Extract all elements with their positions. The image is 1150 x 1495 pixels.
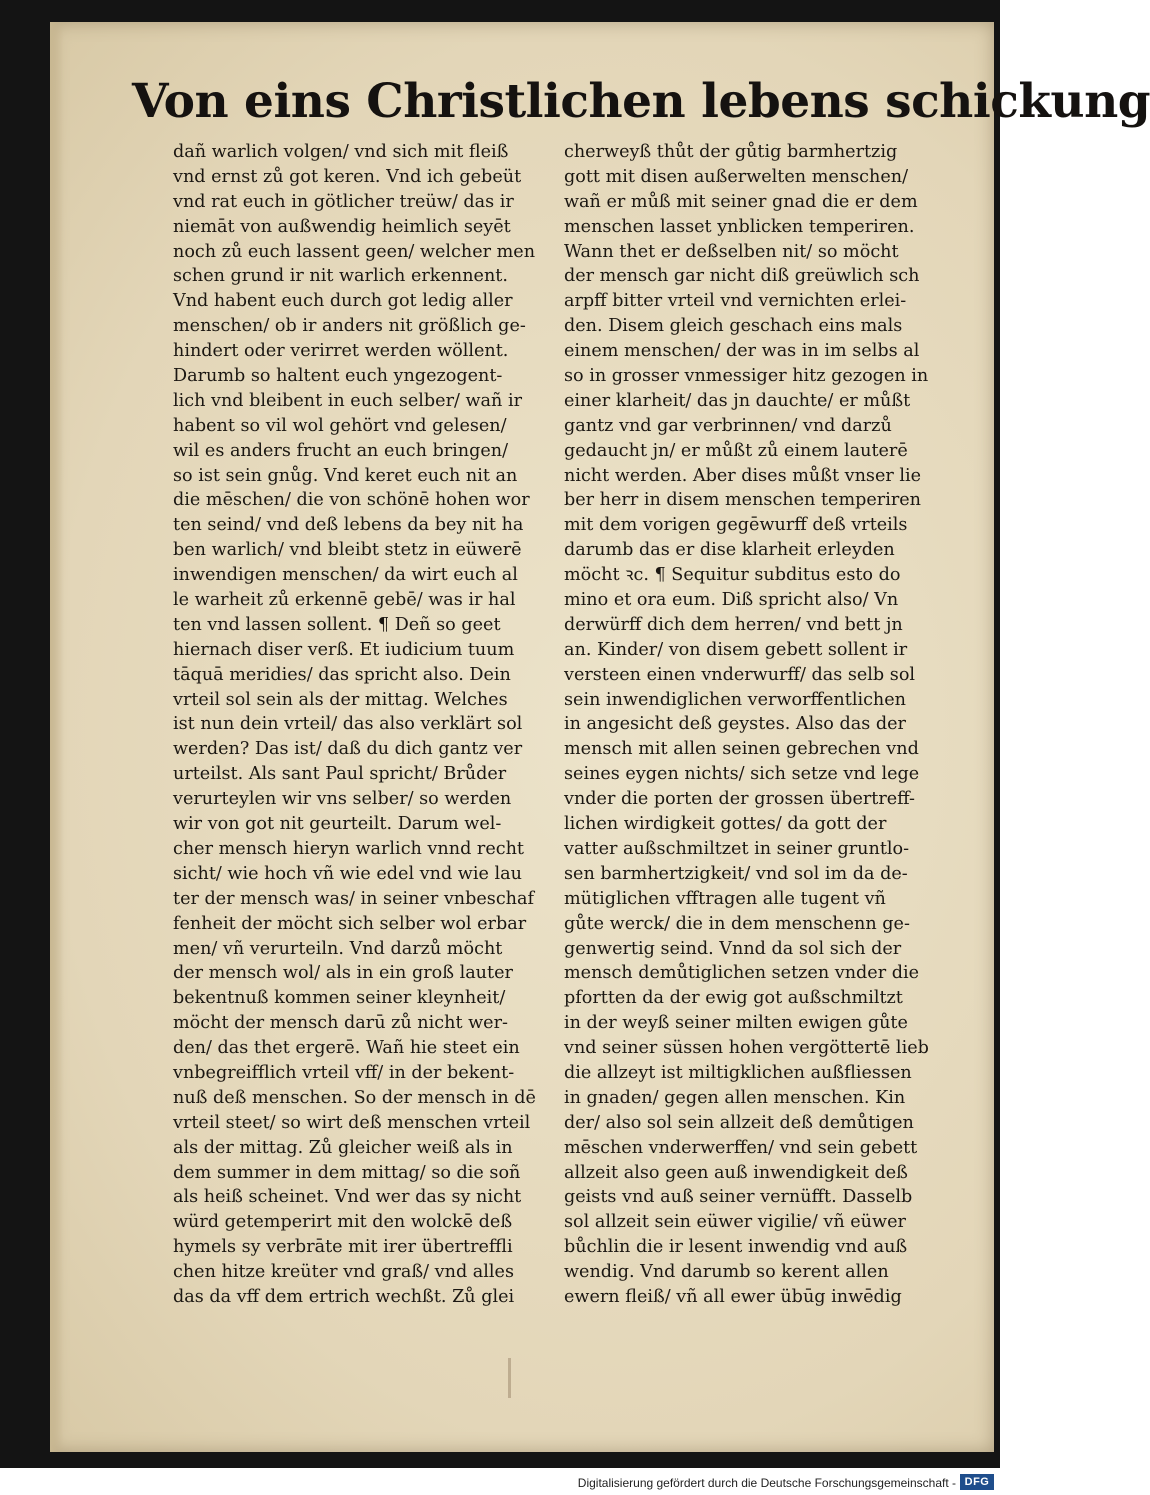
page-stain-mark xyxy=(508,1358,511,1398)
text-line: mit dem vorigen gegēwurff deß vrteils xyxy=(564,515,908,536)
text-line: ten seind/ vnd deß lebens da bey nit ha xyxy=(173,515,524,536)
text-line: mino et ora eum. Diß spricht also/ Vn xyxy=(564,590,899,611)
text-line: der mensch wol/ als in ein groß lauter xyxy=(173,963,513,984)
text-line: lichen wirdigkeit gottes/ da gott der xyxy=(564,814,887,835)
text-line: tāquā meridies/ das spricht also. Dein xyxy=(173,664,511,685)
text-line: derwürff dich dem herren/ vnd bett jn xyxy=(564,614,903,635)
text-line: hiernach diser verß. Et iudicium tuum xyxy=(173,639,515,660)
right-text-column xyxy=(564,140,936,1310)
text-line: vnd rat euch in götlicher treüw/ das ir xyxy=(173,191,514,212)
text-line: men/ vñ verurteiln. Vnd darzů möcht xyxy=(173,938,503,959)
text-line: dem summer in dem mittag/ so die soñ xyxy=(173,1162,521,1183)
text-line: als der mittag. Zů gleicher weiß als in xyxy=(173,1137,513,1158)
text-line: vnder die porten der grossen übertreff- xyxy=(564,789,915,810)
text-line: der mensch gar nicht diß greüwlich sch xyxy=(564,266,920,287)
text-line: mensch demůtiglichen setzen vnder die xyxy=(564,963,920,984)
left-text-column xyxy=(173,140,556,1310)
text-line: cherweyß thůt der gůtig barmhertzig xyxy=(564,142,898,162)
text-line: in der weyß seiner milten ewigen gůte xyxy=(564,1013,908,1034)
text-line: Vnd habent euch durch got ledig aller xyxy=(173,291,513,312)
text-line: mensch mit allen seinen gebrechen vnd xyxy=(564,739,919,760)
text-line: hymels sy verbrāte mit irer übertreffli xyxy=(173,1237,513,1258)
dfg-logo: DFG xyxy=(960,1474,994,1490)
funding-credit: Digitalisierung gefördert durch die Deutsche Forschungsgemeinschaft - xyxy=(577,1476,956,1490)
text-line: die allzeyt ist miltigklichen außfliessen xyxy=(564,1062,912,1083)
text-line: bůchlin die ir lesent inwendig vnd auß xyxy=(564,1237,908,1258)
text-line: in angesicht deß geystes. Also das der xyxy=(564,714,906,735)
text-line: ist nun dein vrteil/ das also verklärt sol xyxy=(173,714,523,735)
text-line: gott mit disen außerwelten menschen/ xyxy=(564,166,909,187)
text-line: einer klarheit/ das jn dauchte/ er můßt xyxy=(564,390,911,411)
text-line: chen hitze kreüter vnd graß/ vnd alles xyxy=(173,1262,514,1283)
text-line: wendig. Vnd darumb so kerent allen xyxy=(564,1262,889,1283)
text-line: menschen lasset ynblicken temperiren. xyxy=(564,216,915,237)
text-line: möcht ꝛc. ¶ Sequitur subditus esto do xyxy=(564,565,901,586)
text-line: fenheit der möcht sich selber wol erbar xyxy=(173,913,527,934)
text-line: versteen einen vnderwurff/ das selb sol xyxy=(564,664,916,685)
text-line: seines eygen nichts/ sich setze vnd lege xyxy=(564,764,920,785)
text-line: nicht werden. Aber dises můßt vnser lie xyxy=(564,465,922,486)
text-line: sen barmhertzigkeit/ vnd sol im da de- xyxy=(564,863,908,884)
text-line: arpff bitter vrteil vnd vernichten erlei- xyxy=(564,291,907,312)
text-line: le warheit zů erkennē gebē/ was ir hal xyxy=(173,590,516,611)
text-line: verurteylen wir vns selber/ so werden xyxy=(173,789,512,810)
text-line: schen grund ir nit warlich erkennent. xyxy=(173,266,508,287)
text-line: darumb das er dise klarheit erleyden xyxy=(564,540,895,561)
text-line: wir von got nit geurteilt. Darum wel- xyxy=(173,814,502,835)
text-line: menschen/ ob ir anders nit größlich ge- xyxy=(173,316,526,337)
text-line: würd getemperirt mit den wolckē deß xyxy=(173,1212,513,1233)
text-line: ewern fleiß/ vñ all ewer übūg inwēdig xyxy=(564,1286,902,1307)
text-line: vnd seiner süssen hohen vergöttertē lieb xyxy=(564,1038,929,1059)
text-line: gantz vnd gar verbrinnen/ vnd darzů xyxy=(564,415,892,436)
text-line: wañ er můß mit seiner gnad die er dem xyxy=(564,191,918,212)
text-line: dañ warlich volgen/ vnd sich mit fleiß xyxy=(173,142,509,162)
text-line: den/ das thet ergerē. Wañ hie steet ein xyxy=(173,1038,520,1059)
text-line: einem menschen/ der was in im selbs al xyxy=(564,341,920,362)
text-line: pfortten da der ewig got außschmiltzt xyxy=(564,988,903,1009)
text-line: lich vnd bleibent in euch selber/ wañ ir xyxy=(173,390,523,411)
text-line: so ist sein gnůg. Vnd keret euch nit an xyxy=(173,465,518,486)
text-line: niemāt von außwendig heimlich seyēt xyxy=(173,216,511,237)
text-line: sol allzeit sein eüwer vigilie/ vñ eüwer xyxy=(564,1212,906,1233)
text-line: das da vff dem ertrich wechßt. Zů glei xyxy=(173,1286,515,1307)
text-line: allzeit also geen auß inwendigkeit deß xyxy=(564,1162,908,1183)
text-line: geists vnd auß seiner vernüfft. Dasselb xyxy=(564,1187,913,1208)
text-line: so in grosser vnmessiger hitz gezogen in xyxy=(564,366,929,387)
text-line: werden? Das ist/ daß du dich gantz ver xyxy=(173,739,523,760)
text-line: der/ also sol sein allzeit deß demůtigen xyxy=(564,1112,914,1133)
text-line: inwendigen menschen/ da wirt euch al xyxy=(173,565,518,586)
text-line: Wann thet er deßselben nit/ so möcht xyxy=(564,241,899,262)
text-line: mütiglichen vfftragen alle tugent vñ xyxy=(564,888,886,909)
text-line: als heiß scheinet. Vnd wer das sy nicht xyxy=(173,1187,522,1208)
text-line: ten vnd lassen sollent. ¶ Deñ so geet xyxy=(173,614,501,635)
text-line: urteilst. Als sant Paul spricht/ Brůder xyxy=(173,764,507,785)
text-line: wil es anders frucht an euch bringen/ xyxy=(173,440,509,461)
text-line: bekentnuß kommen seiner kleynheit/ xyxy=(173,988,506,1009)
text-line: vnbegreifflich vrteil vff/ in der bekent- xyxy=(173,1062,515,1083)
text-line: genwertig seind. Vnnd da sol sich der xyxy=(564,938,902,959)
text-line: möcht der mensch darū zů nicht wer- xyxy=(173,1013,508,1034)
text-line: an. Kinder/ von disem gebett sollent ir xyxy=(564,639,908,660)
text-line: Darumb so haltent euch yngezogent- xyxy=(173,366,503,387)
text-line: sein inwendiglichen verworffentlichen xyxy=(564,689,906,710)
text-line: hindert oder verirret werden wöllent. xyxy=(173,341,509,362)
text-line: den. Disem gleich geschach eins mals xyxy=(564,316,903,337)
text-line: habent so vil wol gehört vnd gelesen/ xyxy=(173,415,507,436)
text-line: sicht/ wie hoch vñ wie edel vnd wie lau xyxy=(173,863,522,884)
text-line: vrteil sol sein als der mittag. Welches xyxy=(173,689,508,710)
text-line: gůte werck/ die in dem menschenn ge- xyxy=(564,913,910,934)
text-line: die mēschen/ die von schönē hohen wor xyxy=(173,490,530,511)
text-line: ben warlich/ vnd bleibt stetz in eüwerē xyxy=(173,540,522,561)
text-line: ter der mensch was/ in seiner vnbeschaf xyxy=(173,888,535,909)
text-line: in gnaden/ gegen allen menschen. Kin xyxy=(564,1087,906,1108)
text-line: nuß deß menschen. So der mensch in dē xyxy=(173,1087,536,1108)
text-line: mēschen vnderwerffen/ vnd sein gebett xyxy=(564,1137,918,1158)
text-line: ber herr in disem menschen temperiren xyxy=(564,490,921,511)
text-line: noch zů euch lassent geen/ welcher men xyxy=(173,241,536,262)
text-line: vrteil steet/ so wirt deß menschen vrteil xyxy=(173,1112,531,1133)
running-head: Von eins Christlichen lebens schickung xyxy=(132,74,1150,129)
text-line: vatter außschmiltzet in seiner gruntlo- xyxy=(564,838,910,859)
text-line: vnd ernst zů got keren. Vnd ich gebeüt xyxy=(173,166,522,187)
page-gutter-shadow xyxy=(50,22,64,1452)
text-line: cher mensch hieryn warlich vnnd recht xyxy=(173,838,524,859)
text-line: gedaucht jn/ er můßt zů einem lauterē xyxy=(564,440,908,461)
